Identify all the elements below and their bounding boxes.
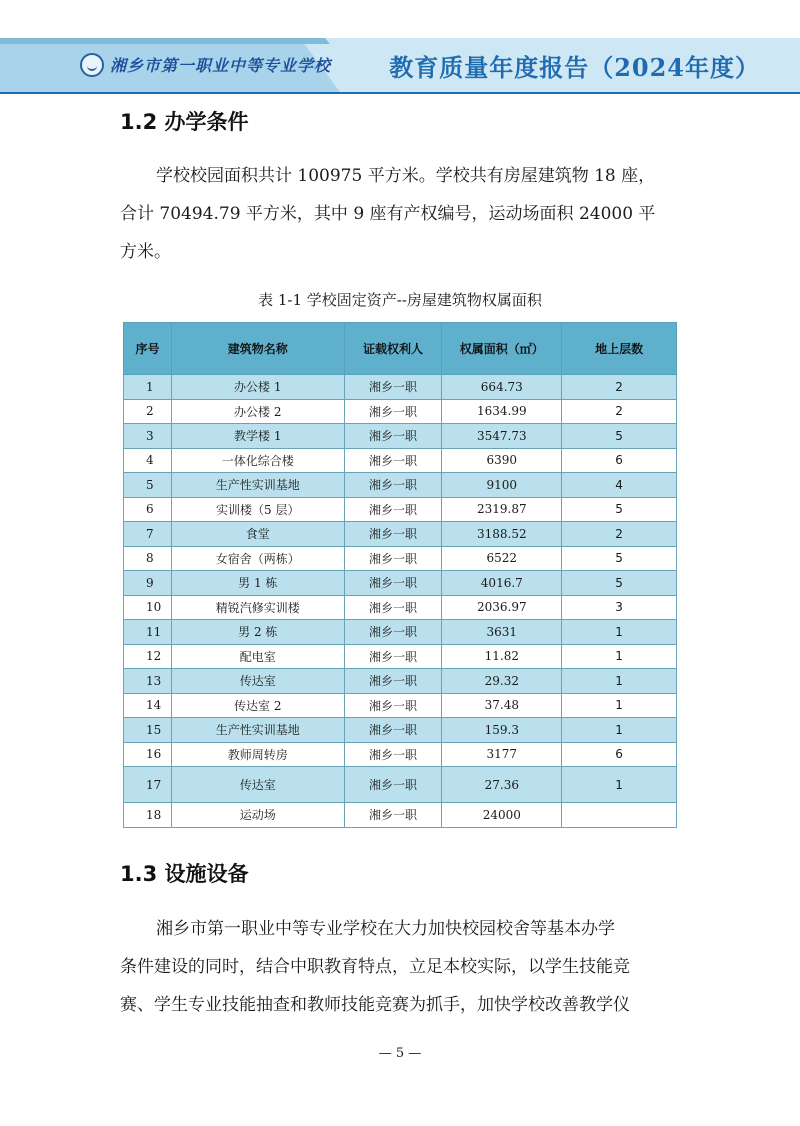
- cell-floors: 1: [562, 644, 677, 669]
- cell-area: 159.3: [442, 718, 562, 743]
- cell-index: 13: [124, 669, 172, 694]
- header-divider: [0, 92, 800, 94]
- cell-floors: 1: [562, 718, 677, 743]
- cell-building-name: 生产性实训基地: [171, 718, 344, 743]
- column-header-area: 权属面积（㎡）: [442, 323, 562, 375]
- asset-table: [123, 322, 677, 828]
- cell-building-name: 实训楼（5 层）: [171, 497, 344, 522]
- cell-building-name: 运动场: [171, 803, 344, 828]
- cell-floors: 5: [562, 571, 677, 596]
- column-header-owner: 证载权利人: [344, 323, 442, 375]
- table-row: [124, 693, 677, 718]
- section-heading-1-2: 1.2 办学条件: [120, 110, 249, 134]
- cell-building-name: 办公楼 2: [171, 399, 344, 424]
- cell-index: 12: [124, 644, 172, 669]
- cell-building-name: 食堂: [171, 522, 344, 547]
- cell-owner: 湘乡一职: [344, 424, 442, 449]
- table-row: [124, 644, 677, 669]
- cell-floors: 1: [562, 767, 677, 803]
- cell-floors: 2: [562, 399, 677, 424]
- column-header-building: 建筑物名称: [171, 323, 344, 375]
- table-row: [124, 473, 677, 498]
- cell-area: 9100: [442, 473, 562, 498]
- table-caption: 表 1-1 学校固定资产--房屋建筑物权属面积: [258, 291, 542, 309]
- cell-index: 17: [124, 767, 172, 803]
- cell-owner: 湘乡一职: [344, 595, 442, 620]
- cell-area: 1634.99: [442, 399, 562, 424]
- cell-index: 7: [124, 522, 172, 547]
- column-header-floors: 地上层数: [562, 323, 677, 375]
- cell-owner: 湘乡一职: [344, 669, 442, 694]
- cell-area: 2319.87: [442, 497, 562, 522]
- cell-owner: 湘乡一职: [344, 399, 442, 424]
- cell-building-name: 传达室 2: [171, 693, 344, 718]
- section-heading-1-3: 1.3 设施设备: [120, 862, 249, 886]
- cell-area: 6390: [442, 448, 562, 473]
- section-1-3-paragraph: [120, 910, 680, 1024]
- cell-owner: 湘乡一职: [344, 644, 442, 669]
- cell-owner: 湘乡一职: [344, 571, 442, 596]
- cell-building-name: 办公楼 1: [171, 375, 344, 400]
- table-row: [124, 742, 677, 767]
- cell-area: 6522: [442, 546, 562, 571]
- report-title: 教育质量年度报告（2024年度）: [389, 53, 760, 82]
- cell-building-name: 男 2 栋: [171, 620, 344, 645]
- cell-area: 29.32: [442, 669, 562, 694]
- cell-floors: 1: [562, 620, 677, 645]
- cell-owner: 湘乡一职: [344, 803, 442, 828]
- table-row: [124, 669, 677, 694]
- cell-area: 3547.73: [442, 424, 562, 449]
- paragraph-line: 湘乡市第一职业中等专业学校在大力加快校园校舍等基本办学: [156, 919, 615, 939]
- table-row: [124, 803, 677, 828]
- cell-floors: 1: [562, 693, 677, 718]
- table-row: [124, 546, 677, 571]
- cell-index: 14: [124, 693, 172, 718]
- cell-area: 37.48: [442, 693, 562, 718]
- page-header: [0, 38, 800, 92]
- table-row: [124, 571, 677, 596]
- cell-floors: 6: [562, 448, 677, 473]
- school-logo-icon: [80, 53, 104, 77]
- cell-index: 4: [124, 448, 172, 473]
- cell-index: 8: [124, 546, 172, 571]
- section-1-2-paragraph: [120, 157, 680, 271]
- header-tab-accent: [0, 38, 330, 44]
- cell-floors: 2: [562, 375, 677, 400]
- cell-floors: 6: [562, 742, 677, 767]
- cell-owner: 湘乡一职: [344, 742, 442, 767]
- cell-floors: 5: [562, 424, 677, 449]
- cell-owner: 湘乡一职: [344, 448, 442, 473]
- table-header-row: [124, 323, 677, 375]
- cell-building-name: 教师周转房: [171, 742, 344, 767]
- school-name: 湘乡市第一职业中等专业学校: [110, 56, 332, 75]
- cell-floors: 1: [562, 669, 677, 694]
- cell-owner: 湘乡一职: [344, 767, 442, 803]
- cell-owner: 湘乡一职: [344, 546, 442, 571]
- cell-floors: [562, 803, 677, 828]
- cell-building-name: 传达室: [171, 669, 344, 694]
- cell-area: 2036.97: [442, 595, 562, 620]
- cell-building-name: 男 1 栋: [171, 571, 344, 596]
- paragraph-line: 合计 70494.79 平方米，其中 9 座有产权编号，运动场面积 24000 平: [120, 204, 656, 224]
- table-row: [124, 522, 677, 547]
- paragraph-line: 赛、学生专业技能抽查和教师技能竞赛为抓手，加快学校改善教学仪: [120, 995, 630, 1015]
- cell-index: 16: [124, 742, 172, 767]
- cell-area: 3631: [442, 620, 562, 645]
- table-row: [124, 620, 677, 645]
- cell-floors: 5: [562, 546, 677, 571]
- cell-owner: 湘乡一职: [344, 375, 442, 400]
- cell-building-name: 女宿舍（两栋）: [171, 546, 344, 571]
- cell-index: 2: [124, 399, 172, 424]
- cell-area: 11.82: [442, 644, 562, 669]
- cell-area: 27.36: [442, 767, 562, 803]
- table-row: [124, 718, 677, 743]
- paragraph-line: 方米。: [120, 242, 171, 262]
- cell-index: 5: [124, 473, 172, 498]
- page-number: — 5 —: [378, 1046, 422, 1061]
- table-row: [124, 595, 677, 620]
- cell-area: 24000: [442, 803, 562, 828]
- cell-floors: 4: [562, 473, 677, 498]
- cell-building-name: 精锐汽修实训楼: [171, 595, 344, 620]
- cell-index: 10: [124, 595, 172, 620]
- cell-area: 4016.7: [442, 571, 562, 596]
- cell-owner: 湘乡一职: [344, 718, 442, 743]
- table-row: [124, 497, 677, 522]
- column-header-index: 序号: [124, 323, 172, 375]
- cell-building-name: 配电室: [171, 644, 344, 669]
- table-row: [124, 424, 677, 449]
- cell-area: 664.73: [442, 375, 562, 400]
- cell-index: 15: [124, 718, 172, 743]
- cell-owner: 湘乡一职: [344, 497, 442, 522]
- cell-floors: 3: [562, 595, 677, 620]
- paragraph-line: 条件建设的同时，结合中职教育特点，立足本校实际，以学生技能竞: [120, 957, 630, 977]
- cell-floors: 2: [562, 522, 677, 547]
- table-body: [124, 375, 677, 828]
- cell-index: 18: [124, 803, 172, 828]
- cell-building-name: 传达室: [171, 767, 344, 803]
- cell-building-name: 教学楼 1: [171, 424, 344, 449]
- table-row: [124, 399, 677, 424]
- cell-owner: 湘乡一职: [344, 693, 442, 718]
- cell-building-name: 一体化综合楼: [171, 448, 344, 473]
- cell-owner: 湘乡一职: [344, 620, 442, 645]
- cell-owner: 湘乡一职: [344, 522, 442, 547]
- table-row: [124, 375, 677, 400]
- cell-owner: 湘乡一职: [344, 473, 442, 498]
- cell-building-name: 生产性实训基地: [171, 473, 344, 498]
- cell-index: 9: [124, 571, 172, 596]
- cell-area: 3177: [442, 742, 562, 767]
- cell-index: 11: [124, 620, 172, 645]
- cell-area: 3188.52: [442, 522, 562, 547]
- cell-index: 1: [124, 375, 172, 400]
- table-row: [124, 448, 677, 473]
- cell-index: 3: [124, 424, 172, 449]
- cell-floors: 5: [562, 497, 677, 522]
- table-row: [124, 767, 677, 803]
- paragraph-line: 学校校园面积共计 100975 平方米。学校共有房屋建筑物 18 座，: [156, 166, 656, 186]
- cell-index: 6: [124, 497, 172, 522]
